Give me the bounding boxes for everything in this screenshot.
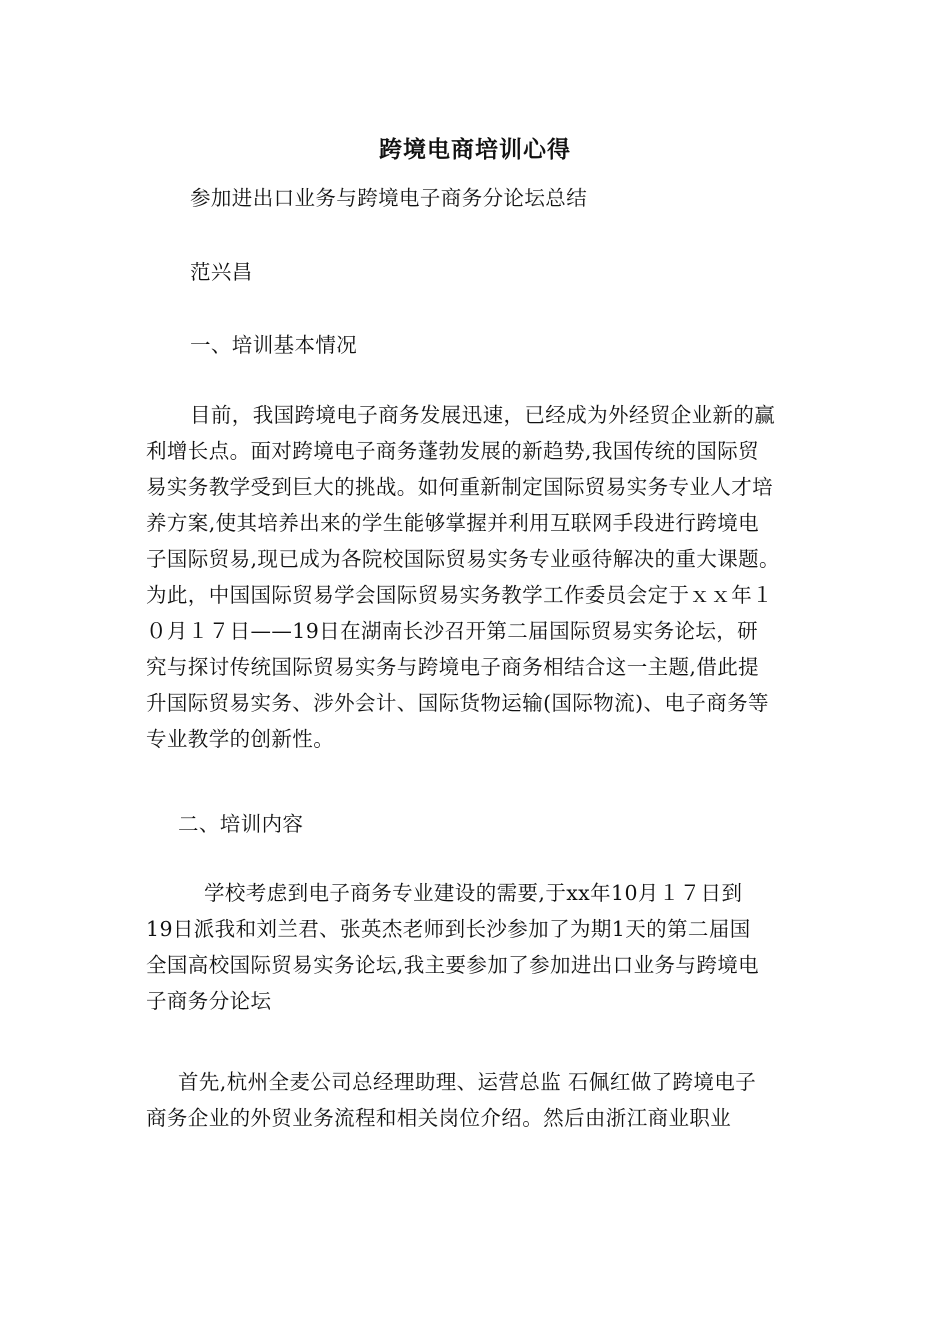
paragraph-line: 子商务分论坛 <box>146 989 272 1013</box>
paragraph-line: 全国高校国际贸易实务论坛,我主要参加了参加进出口业务与跨境电 <box>146 953 760 977</box>
paragraph-line: 目前，我国跨境电子商务发展迅速，已经成为外经贸企业新的赢 <box>190 403 776 427</box>
author-name: 范兴昌 <box>190 260 253 284</box>
document-subtitle: 参加进出口业务与跨境电子商务分论坛总结 <box>190 186 588 210</box>
document-title: 跨境电商培训心得 <box>379 136 571 163</box>
paragraph-line: 易实务教学受到巨大的挑战。如何重新制定国际贸易实务专业人才培 <box>146 475 773 499</box>
paragraph-line: 为此，中国国际贸易学会国际贸易实务教学工作委员会定于ｘｘ年１ <box>146 583 773 607</box>
paragraph-line: 子国际贸易,现已成为各院校国际贸易实务专业亟待解决的重大课题。 <box>146 547 780 571</box>
paragraph-line: 19日派我和刘兰君、张英杰老师到长沙参加了为期1天的第二届国 <box>146 917 751 941</box>
paragraph-line: 利增长点。面对跨境电子商务蓬勃发展的新趋势,我国传统的国际贸 <box>146 439 760 463</box>
paragraph-line: 养方案,使其培养出来的学生能够掌握并利用互联网手段进行跨境电 <box>146 511 760 535</box>
paragraph-line: 升国际贸易实务、涉外会计、国际货物运输(国际物流)、电子商务等 <box>146 691 769 715</box>
paragraph-line: 专业教学的创新性。 <box>146 727 335 751</box>
paragraph-line: 学校考虑到电子商务专业建设的需要,于xx年10月１７日到 <box>204 881 743 905</box>
section-heading-basic-info: 一、培训基本情况 <box>190 333 358 357</box>
section-heading-training-content: 二、培训内容 <box>178 812 304 836</box>
paragraph-line: ０月１７日——19日在湖南长沙召开第二届国际贸易实务论坛，研 <box>146 619 759 643</box>
paragraph-line: 究与探讨传统国际贸易实务与跨境电子商务相结合这一主题,借此提 <box>146 655 760 679</box>
paragraph-line: 首先,杭州全麦公司总经理助理、运营总监 石佩红做了跨境电子 <box>178 1070 757 1094</box>
paragraph-line: 商务企业的外贸业务流程和相关岗位介绍。然后由浙江商业职业 <box>146 1106 732 1130</box>
